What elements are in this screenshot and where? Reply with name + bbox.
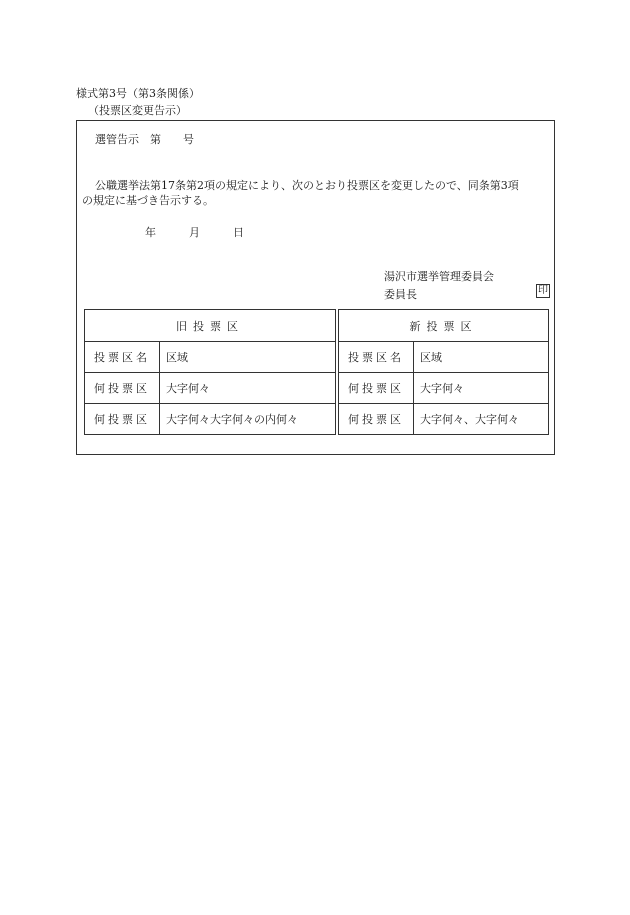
table-row (339, 342, 549, 373)
row-label: 何投票区 (85, 373, 160, 404)
new-table-header: 新投票区 (339, 310, 549, 342)
row-value: 大字何々 (414, 373, 549, 404)
table-row (85, 373, 336, 404)
table-row (339, 404, 549, 435)
row-label: 何投票区 (339, 404, 414, 435)
table-row (85, 404, 336, 435)
new-precinct-table (338, 309, 549, 435)
notice-body-line-2: の規定に基づき告示する。 (82, 194, 214, 207)
row-value: 大字何々大字何々の内何々 (160, 404, 336, 435)
committee-name: 湯沢市選挙管理委員会 (384, 270, 494, 283)
row-label: 投票区名 (85, 342, 160, 373)
row-label: 投票区名 (339, 342, 414, 373)
form-label: 様式第3号（第3条関係） (76, 87, 200, 100)
row-value: 大字何々 (160, 373, 336, 404)
row-value: 区域 (160, 342, 336, 373)
table-row (85, 342, 336, 373)
date-line: 年 月 日 (145, 226, 244, 239)
table-row (339, 373, 549, 404)
old-precinct-table (84, 309, 336, 435)
form-subtitle: （投票区変更告示） (88, 104, 187, 117)
row-value: 区域 (414, 342, 549, 373)
notice-body-line-1: 公職選挙法第17条第2項の規定により、次のとおり投票区を変更したので、同条第3項 (95, 179, 519, 192)
row-value: 大字何々、大字何々 (414, 404, 549, 435)
old-table-header: 旧投票区 (85, 310, 336, 342)
row-label: 何投票区 (85, 404, 160, 435)
seal-box: 印 (538, 285, 548, 296)
chair-title: 委員長 (384, 288, 417, 301)
row-label: 何投票区 (339, 373, 414, 404)
notice-number: 選管告示 第 号 (95, 133, 194, 146)
